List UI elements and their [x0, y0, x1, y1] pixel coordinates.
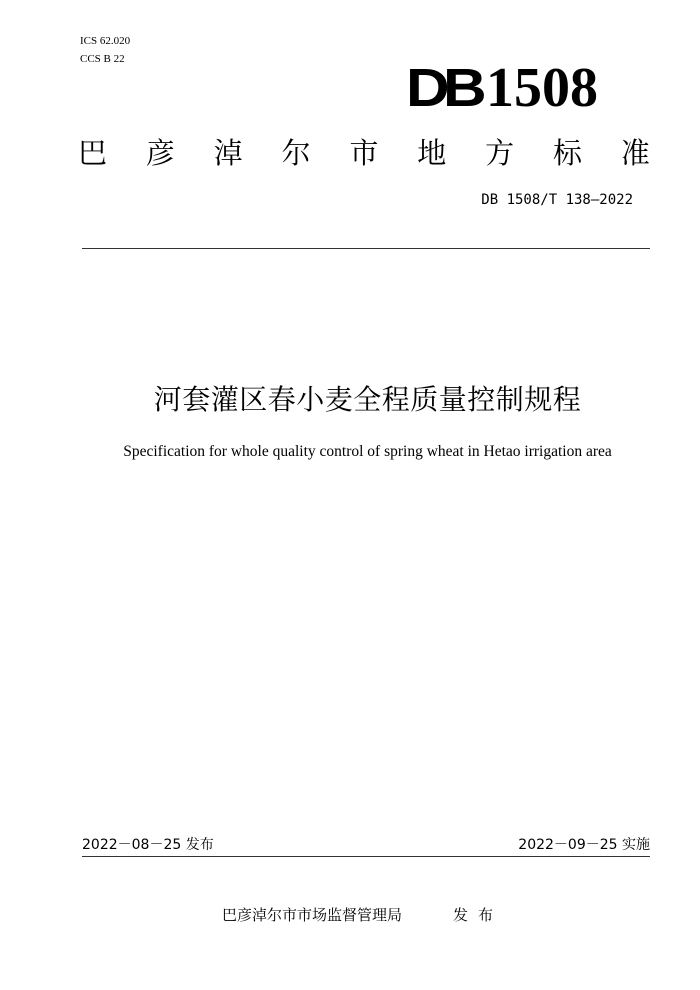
db-logo-number: 1508	[486, 57, 598, 119]
authority-char: 淖	[213, 136, 243, 170]
issuing-authority: 巴彦淖尔市市场监督管理局	[222, 906, 403, 924]
db-logo-letters: DB	[406, 58, 480, 118]
ccs-code: CCS B 22	[80, 53, 125, 65]
db-logo	[406, 57, 598, 119]
authority-char: 巴	[78, 136, 108, 170]
issue-label: 发布	[453, 906, 504, 924]
standard-number: DB 1508/T 138—2022	[481, 192, 633, 208]
authority-char: 地	[417, 136, 447, 170]
footer-divider	[82, 856, 650, 857]
authority-char: 市	[349, 136, 379, 170]
document-title-english: Specification for whole quality control of spring wheat in Hetao irrigation area	[123, 443, 612, 460]
authority-char: 准	[620, 136, 650, 170]
document-title-chinese: 河套灌区春小麦全程质量控制规程	[153, 383, 582, 416]
standard-authority	[78, 133, 650, 173]
authority-char: 彦	[145, 136, 175, 170]
authority-char: 尔	[281, 136, 311, 170]
implementation-date: 2022－09－25 实施	[518, 837, 650, 853]
authority-char: 标	[553, 136, 583, 170]
ics-code: ICS 62.020	[80, 35, 131, 47]
issue-date: 2022－08－25 发布	[82, 837, 214, 853]
header-divider	[82, 248, 650, 249]
authority-char: 方	[485, 136, 515, 170]
